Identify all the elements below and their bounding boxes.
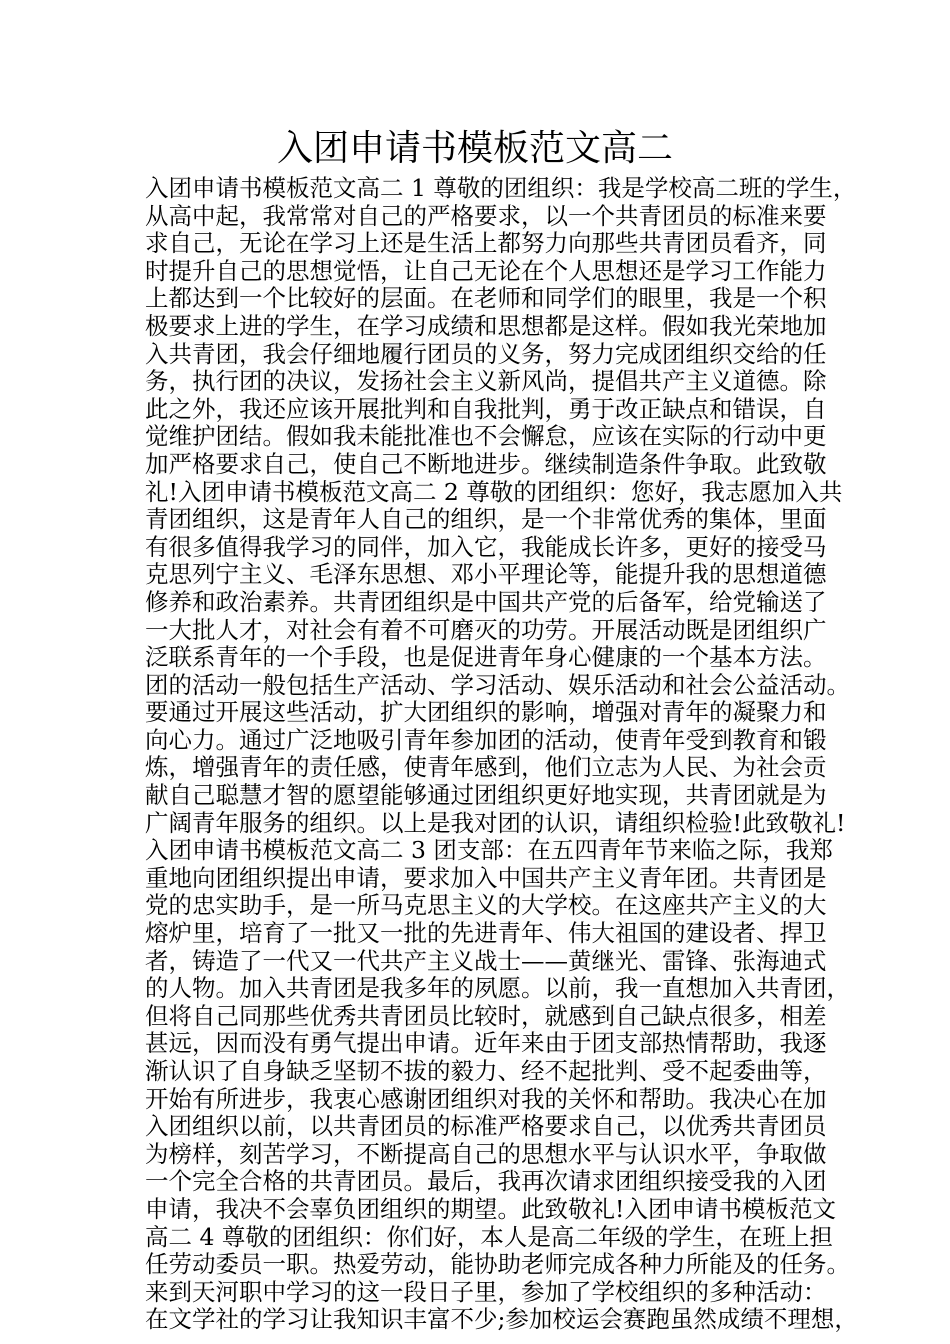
body-line: 团的活动一般包括生产活动、学习活动、娱乐活动和社会公益活动。 bbox=[145, 670, 850, 699]
body-line: 觉维护团结。假如我未能批准也不会懈怠，应该在实际的行动中更 bbox=[145, 422, 827, 451]
body-line: 时提升自己的思想觉悟，让自己无论在个人思想还是学习工作能力 bbox=[145, 256, 827, 285]
body-line: 此之外，我还应该开展批判和自我批判，勇于改正缺点和错误，自 bbox=[145, 394, 827, 423]
body-line: 从高中起，我常常对自己的严格要求，以一个共青团员的标准来要 bbox=[145, 201, 827, 230]
body-line: 务，执行团的决议，发扬社会主义新风尚，提倡共产主义道德。除 bbox=[145, 367, 827, 396]
body-line: 广阔青年服务的组织。以上是我对团的认识，请组织检验!此致敬礼! bbox=[145, 808, 846, 837]
body-line: 献自己聪慧才智的愿望能够通过团组织更好地实现，共青团就是为 bbox=[145, 781, 827, 810]
body-line: 者，铸造了一代又一代共产主义战士——黄继光、雷锋、张海迪式 bbox=[145, 946, 827, 975]
body-line: 一个完全合格的共青团员。最后，我再次请求团组织接受我的入团 bbox=[145, 1167, 827, 1196]
document-body bbox=[145, 174, 858, 1334]
body-line: 但将自己同那些优秀共青团员比较时，就感到自己缺点很多，相差 bbox=[145, 1001, 827, 1030]
body-line: 入共青团，我会仔细地履行团员的义务，努力完成团组织交给的任 bbox=[145, 339, 827, 368]
body-line: 的人物。加入共青团是我多年的夙愿。以前，我一直想加入共青团， bbox=[145, 974, 850, 1003]
body-line: 入团申请书模板范文高二 1 尊敬的团组织：我是学校高二班的学生， bbox=[145, 174, 857, 202]
body-line: 炼，增强青年的责任感，使青年感到，他们立志为人民、为社会贡 bbox=[145, 753, 827, 782]
body-line: 要通过开展这些活动，扩大团组织的影响，增强对青年的凝聚力和 bbox=[145, 698, 827, 727]
body-line: 为榜样，刻苦学习，不断提高自己的思想水平与认识水平，争取做 bbox=[145, 1139, 827, 1168]
body-line: 一大批人才，对社会有着不可磨灭的功劳。开展活动既是团组织广 bbox=[145, 615, 827, 644]
body-line: 甚远，因而没有勇气提出申请。近年来由于团支部热情帮助，我逐 bbox=[145, 1029, 827, 1058]
body-line: 入团申请书模板范文高二 3 团支部：在五四青年节来临之际，我郑 bbox=[145, 836, 833, 865]
body-line: 有很多值得我学习的同伴，加入它，我能成长许多，更好的接受马 bbox=[145, 532, 827, 561]
body-line: 礼!入团申请书模板范文高二 2 尊敬的团组织：您好，我志愿加入共 bbox=[145, 477, 843, 506]
body-line: 克思列宁主义、毛泽东思想、邓小平理论等，能提升我的思想道德 bbox=[145, 560, 827, 589]
body-line: 高二 4 尊敬的团组织：你们好，本人是高二年级的学生，在班上担 bbox=[145, 1222, 833, 1251]
body-line: 青团组织，这是青年人自己的组织，是一个非常优秀的集体，里面 bbox=[145, 505, 827, 534]
body-line: 渐认识了自身缺乏坚韧不拔的毅力、经不起批判、受不起委曲等， bbox=[145, 1057, 827, 1085]
body-line: 党的忠实助手，是一所马克思主义的大学校。在这座共产主义的大 bbox=[145, 891, 827, 920]
body-line: 开始有所进步，我衷心感谢团组织对我的关怀和帮助。我决心在加 bbox=[145, 1084, 827, 1113]
body-line: 入团组织以前，以共青团员的标准严格要求自己，以优秀共青团员 bbox=[145, 1112, 827, 1141]
body-line: 极要求上进的学生，在学习成绩和思想都是这样。假如我光荣地加 bbox=[145, 311, 827, 340]
body-line: 在文学社的学习让我知识丰富不少;参加校运会赛跑虽然成绩不理想， bbox=[145, 1305, 858, 1334]
body-line: 熔炉里，培育了一批又一批的先进青年、伟大祖国的建设者、捍卫 bbox=[145, 919, 827, 948]
body-line: 来到天河职中学习的这一段日子里，参加了学校组织的多种活动： bbox=[145, 1277, 827, 1306]
document-title: 入团申请书模板范文高二 bbox=[276, 128, 673, 169]
body-line: 任劳动委员一职。热爱劳动，能协助老师完成各种力所能及的任务。 bbox=[145, 1250, 850, 1279]
body-line: 修养和政治素养。共青团组织是中国共产党的后备军，给党输送了 bbox=[145, 587, 827, 616]
body-line: 泛联系青年的一个手段，也是促进青年身心健康的一个基本方法。 bbox=[145, 643, 827, 672]
body-line: 申请，我决不会辜负团组织的期望。此致敬礼!入团申请书模板范文 bbox=[145, 1194, 836, 1223]
body-line: 重地向团组织提出申请，要求加入中国共产主义青年团。共青团是 bbox=[145, 863, 827, 892]
body-line: 求自己，无论在学习上还是生活上都努力向那些共青团员看齐，同 bbox=[145, 229, 827, 258]
body-line: 向心力。通过广泛地吸引青年参加团的活动，使青年受到教育和锻 bbox=[145, 725, 827, 754]
body-line: 上都达到一个比较好的层面。在老师和同学们的眼里，我是一个积 bbox=[145, 284, 827, 313]
body-line: 加严格要求自己，使自己不断地进步。继续制造条件争取。此致敬 bbox=[145, 449, 827, 478]
